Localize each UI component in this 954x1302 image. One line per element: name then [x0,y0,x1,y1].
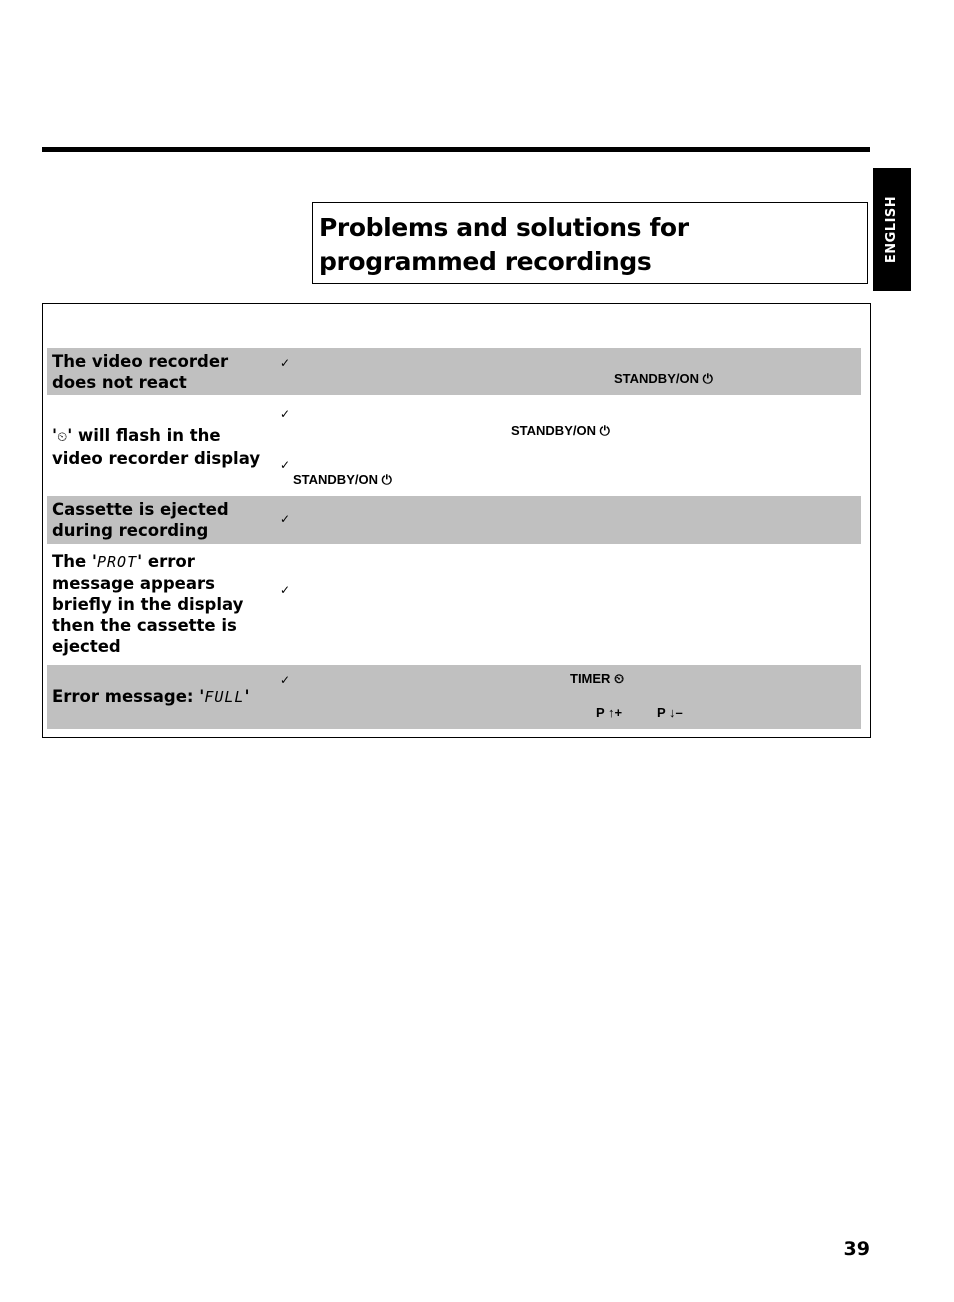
check-mark: ✓ [280,356,291,370]
standby-on-key: STANDBY/ON ⏻ [614,371,713,386]
problem-text: Error message: 'FULL' [52,687,250,706]
section-title-box [312,202,868,284]
check-mark: ✓ [280,512,291,526]
table-row [47,348,861,395]
problem-text: Cassette is ejected during recording [52,500,229,540]
language-label: ENGLISH [884,195,900,264]
table-row [47,496,861,544]
program-down-key: P ↓– [657,705,683,720]
check-mark: ✓ [280,458,291,472]
display-text-prot: PROT [97,553,138,571]
troubleshooting-table [42,303,871,738]
timer-key: TIMER ⏲ [570,671,625,686]
section-title: Problems and solutions for programmed recordings [319,213,689,276]
program-up-key: P ↑+ [596,705,623,720]
timer-clock-icon: ⏲ [57,430,68,445]
problem-text: The 'PROT' error message appears briefly in the display then the cassette is ejected [52,552,244,656]
top-rule [42,147,870,152]
table-row [47,395,861,496]
page-number: 39 [843,1238,870,1260]
check-mark: ✓ [280,583,291,597]
check-mark: ✓ [280,407,291,421]
table-row [47,544,861,665]
problem-text: '⏲' will flash in the video recorder display [52,426,261,468]
check-mark: ✓ [280,673,291,687]
display-text-full: FULL [204,688,245,706]
table-row [47,665,861,729]
language-tab [873,168,911,291]
standby-on-key: STANDBY/ON ⏻ [293,472,392,487]
standby-on-key: STANDBY/ON ⏻ [511,423,610,438]
problem-text: The video recorder does not react [52,352,229,392]
